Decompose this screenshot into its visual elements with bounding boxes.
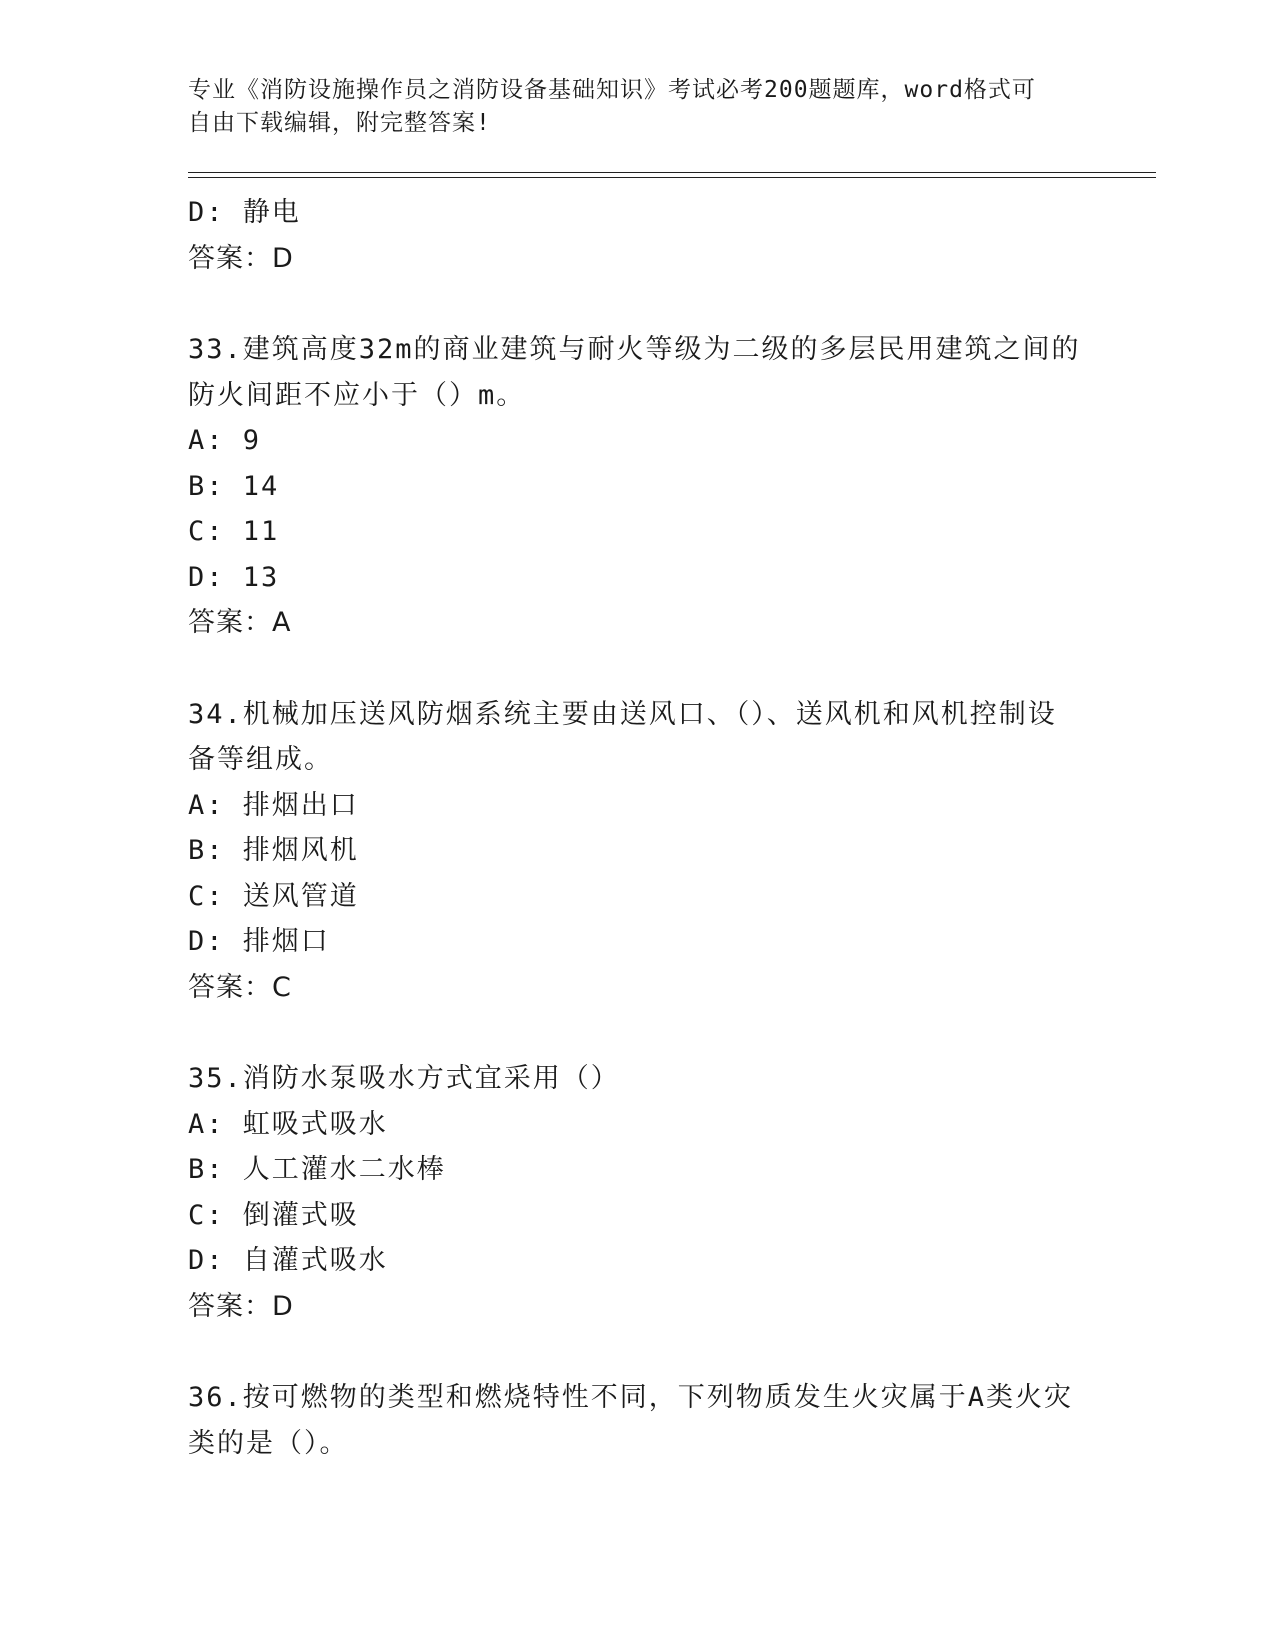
- option-b: B: 人工灌水二水棒: [188, 1154, 446, 1185]
- question-text: 34.机械加压送风防烟系统主要由送风口、（）、送风机和风机控制设: [188, 698, 1057, 730]
- question-text-cont: 备等组成。: [188, 744, 333, 775]
- answer-line: 答案：D: [188, 1290, 294, 1322]
- option-d: D: 13: [188, 561, 280, 593]
- header-line-1: 专业《消防设施操作员之消防设备基础知识》考试必考200题题库，word格式可: [188, 77, 1036, 103]
- question-32-tail: [188, 190, 1088, 281]
- page-header: [188, 74, 1068, 140]
- document-body: [188, 190, 1088, 1512]
- question-text-cont: 防火间距不应小于（）m。: [188, 379, 526, 411]
- question-text-cont: 类的是（）。: [188, 1427, 349, 1459]
- option-a: A: 9: [188, 425, 262, 456]
- option-d: D: 自灌式吸水: [188, 1245, 388, 1276]
- header-divider-bottom: [188, 177, 1156, 178]
- option-c: C: 11: [188, 516, 280, 547]
- option-d: D: 排烟口: [188, 926, 330, 957]
- question-text: 36.按可燃物的类型和燃烧特性不同，下列物质发生火灾属于A类火灾: [188, 1382, 1074, 1413]
- option-c: C: 送风管道: [188, 880, 359, 912]
- header-line-2: 自由下载编辑，附完整答案!: [188, 110, 491, 136]
- option-a: A: 排烟出口: [188, 789, 359, 821]
- question-text: 35.消防水泵吸水方式宜采用（）: [188, 1063, 620, 1094]
- answer-line: 答案：D: [188, 242, 294, 274]
- header-divider-top: [188, 172, 1156, 173]
- option-c: C: 倒灌式吸: [188, 1199, 359, 1231]
- option-a: A: 虹吸式吸水: [188, 1108, 388, 1140]
- answer-line: 答案：C: [188, 971, 292, 1003]
- question-36: [188, 1375, 1088, 1466]
- answer-line: 答案：A: [188, 607, 292, 638]
- option-b: B: 排烟风机: [188, 835, 359, 866]
- option-d: D: 静电: [188, 197, 301, 228]
- question-33: [188, 327, 1088, 646]
- option-b: B: 14: [188, 470, 280, 502]
- question-35: [188, 1056, 1088, 1329]
- question-text: 33.建筑高度32m的商业建筑与耐火等级为二级的多层民用建筑之间的: [188, 334, 1081, 365]
- question-34: [188, 692, 1088, 1011]
